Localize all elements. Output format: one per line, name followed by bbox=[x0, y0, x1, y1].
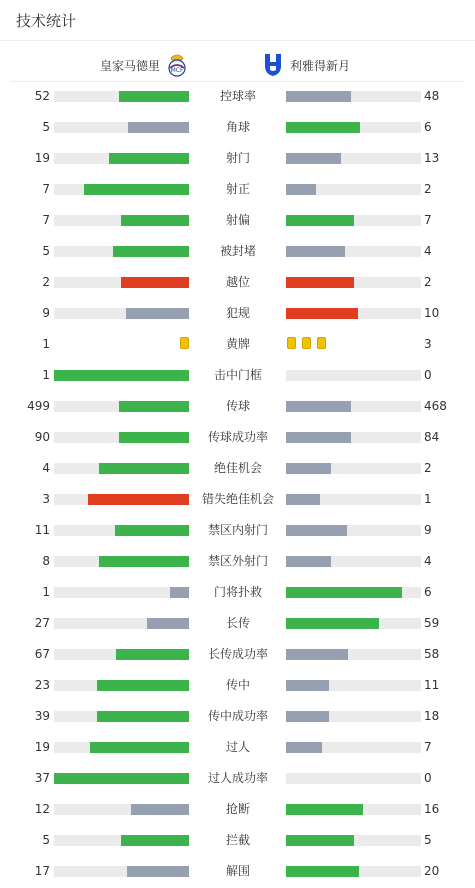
away-bar-fill bbox=[286, 308, 358, 319]
away-bar-track bbox=[286, 308, 421, 319]
stat-label: 击中门框 bbox=[213, 368, 262, 382]
stat-label: 传中成功率 bbox=[207, 709, 268, 723]
away-bar-fill bbox=[286, 91, 351, 102]
page-title: 技术统计 bbox=[16, 12, 77, 30]
away-bar-track bbox=[286, 835, 421, 846]
away-bar-track bbox=[286, 401, 421, 412]
home-value: 39 bbox=[34, 709, 50, 723]
away-bar-fill bbox=[286, 153, 341, 164]
stat-row bbox=[0, 143, 475, 174]
away-value: 1 bbox=[424, 492, 432, 506]
home-value: 9 bbox=[42, 306, 50, 320]
stat-row bbox=[0, 267, 475, 298]
away-bar-track bbox=[286, 277, 421, 288]
away-bar-track bbox=[286, 246, 421, 257]
away-bar-fill bbox=[286, 184, 316, 195]
away-value: 2 bbox=[424, 182, 432, 196]
yellow-card-icon bbox=[317, 337, 326, 349]
home-bar-track bbox=[54, 711, 189, 722]
away-value: 6 bbox=[424, 585, 432, 599]
stat-label: 拦截 bbox=[225, 833, 250, 847]
stat-row bbox=[0, 484, 475, 515]
away-bar-track bbox=[286, 494, 421, 505]
away-team-name: 利雅得新月 bbox=[290, 58, 351, 73]
away-value: 5 bbox=[424, 833, 432, 847]
stat-label: 传球 bbox=[225, 399, 250, 413]
home-value: 23 bbox=[34, 678, 50, 692]
away-bar-track bbox=[286, 525, 421, 536]
away-bar-fill bbox=[286, 742, 322, 753]
stat-row bbox=[0, 794, 475, 825]
home-bar-fill bbox=[116, 649, 189, 660]
stat-row bbox=[0, 546, 475, 577]
home-bar-fill bbox=[121, 835, 189, 846]
home-value: 8 bbox=[42, 554, 50, 568]
stat-row bbox=[0, 205, 475, 236]
home-value: 7 bbox=[42, 182, 50, 196]
away-value: 3 bbox=[424, 337, 432, 351]
home-bar-fill bbox=[121, 277, 189, 288]
away-value: 20 bbox=[424, 864, 440, 878]
away-value: 2 bbox=[424, 275, 432, 289]
stat-label: 被封堵 bbox=[219, 244, 256, 258]
home-bar-fill bbox=[121, 215, 189, 226]
away-bar-track bbox=[286, 866, 421, 877]
away-value: 48 bbox=[424, 89, 440, 103]
home-bar-track bbox=[54, 866, 189, 877]
away-value: 2 bbox=[424, 461, 432, 475]
stat-label: 长传 bbox=[225, 616, 250, 630]
home-value: 12 bbox=[34, 802, 50, 816]
home-bar-fill bbox=[119, 91, 189, 102]
home-value: 1 bbox=[42, 368, 50, 382]
home-bar-fill bbox=[90, 742, 189, 753]
away-value: 468 bbox=[424, 399, 447, 413]
home-bar-track bbox=[54, 804, 189, 815]
home-bar-track bbox=[54, 556, 189, 567]
stat-label: 门将扑救 bbox=[213, 585, 262, 599]
real-madrid-crest-icon bbox=[166, 52, 188, 78]
stat-row bbox=[0, 608, 475, 639]
away-bar-track bbox=[286, 184, 421, 195]
away-value: 0 bbox=[424, 368, 432, 382]
away-bar-fill bbox=[286, 246, 345, 257]
home-bar-track bbox=[54, 649, 189, 660]
home-value: 19 bbox=[34, 740, 50, 754]
away-bar-track bbox=[286, 432, 421, 443]
home-value: 4 bbox=[42, 461, 50, 475]
stat-row bbox=[0, 701, 475, 732]
stat-row bbox=[0, 112, 475, 143]
home-team bbox=[100, 52, 188, 78]
away-value: 7 bbox=[424, 740, 432, 754]
home-bar-track bbox=[54, 153, 189, 164]
svg-text:MCF: MCF bbox=[170, 67, 184, 74]
stat-row bbox=[0, 329, 475, 360]
away-bar-fill bbox=[286, 463, 331, 474]
home-value: 11 bbox=[34, 523, 50, 537]
away-bar-fill bbox=[286, 432, 351, 443]
stat-row bbox=[0, 81, 475, 112]
away-bar-fill bbox=[286, 587, 402, 598]
home-value: 1 bbox=[42, 585, 50, 599]
home-bar-fill bbox=[113, 246, 189, 257]
home-bar-track bbox=[54, 680, 189, 691]
home-bar-fill bbox=[131, 804, 189, 815]
stat-row bbox=[0, 453, 475, 484]
home-bar-fill bbox=[97, 680, 189, 691]
stat-label: 射正 bbox=[225, 182, 250, 196]
away-bar-fill bbox=[286, 804, 363, 815]
stat-row bbox=[0, 174, 475, 205]
home-team-name: 皇家马德里 bbox=[100, 58, 161, 73]
home-bar-track bbox=[54, 432, 189, 443]
stat-row bbox=[0, 856, 475, 887]
home-value: 1 bbox=[42, 337, 50, 351]
away-bar-fill bbox=[286, 680, 329, 691]
away-value: 16 bbox=[424, 802, 440, 816]
stat-row bbox=[0, 422, 475, 453]
stat-label: 越位 bbox=[225, 275, 250, 289]
stat-label: 射偏 bbox=[225, 213, 250, 227]
home-bar-track bbox=[54, 277, 189, 288]
stat-row bbox=[0, 236, 475, 267]
stat-label: 禁区内射门 bbox=[207, 523, 268, 537]
home-bar-track bbox=[54, 742, 189, 753]
home-value: 7 bbox=[42, 213, 50, 227]
stat-row bbox=[0, 763, 475, 794]
home-value: 5 bbox=[42, 120, 50, 134]
stat-row bbox=[0, 670, 475, 701]
away-value: 7 bbox=[424, 213, 432, 227]
home-bar-track bbox=[54, 370, 189, 381]
home-bar-track bbox=[54, 835, 189, 846]
stat-label: 传中 bbox=[225, 678, 250, 692]
stat-label: 犯规 bbox=[225, 306, 250, 320]
home-bar-track bbox=[54, 773, 189, 784]
home-value: 5 bbox=[42, 244, 50, 258]
away-value: 58 bbox=[424, 647, 440, 661]
home-value: 90 bbox=[34, 430, 50, 444]
away-bar-track bbox=[286, 215, 421, 226]
away-value: 11 bbox=[424, 678, 440, 692]
away-bar-fill bbox=[286, 401, 351, 412]
yellow-card-icon bbox=[302, 337, 311, 349]
home-bar-fill bbox=[126, 308, 189, 319]
home-value: 499 bbox=[27, 399, 50, 413]
home-bar-track bbox=[54, 308, 189, 319]
home-bar-fill bbox=[54, 370, 189, 381]
stat-row bbox=[0, 639, 475, 670]
home-bar-fill bbox=[170, 587, 189, 598]
stat-row bbox=[0, 515, 475, 546]
away-bar-track bbox=[286, 91, 421, 102]
away-bar-track bbox=[286, 742, 421, 753]
away-bar-track bbox=[286, 711, 421, 722]
away-bar-track bbox=[286, 556, 421, 567]
away-bar-track bbox=[286, 680, 421, 691]
home-value: 52 bbox=[34, 89, 50, 103]
home-bar-fill bbox=[147, 618, 189, 629]
away-bar-track bbox=[286, 153, 421, 164]
stat-label: 过人成功率 bbox=[207, 771, 268, 785]
home-bar-track bbox=[54, 91, 189, 102]
away-bar-fill bbox=[286, 556, 331, 567]
home-bar-track bbox=[54, 463, 189, 474]
home-value: 3 bbox=[42, 492, 50, 506]
stat-label: 长传成功率 bbox=[207, 647, 268, 661]
away-bar-track bbox=[286, 618, 421, 629]
away-bar-fill bbox=[286, 122, 360, 133]
stat-row bbox=[0, 732, 475, 763]
away-value: 13 bbox=[424, 151, 440, 165]
home-bar-track bbox=[54, 246, 189, 257]
stat-label: 黄牌 bbox=[225, 337, 250, 351]
home-bar-fill bbox=[128, 122, 189, 133]
away-bar-fill bbox=[286, 649, 348, 660]
away-value: 59 bbox=[424, 616, 440, 630]
away-value: 4 bbox=[424, 554, 432, 568]
stat-label: 过人 bbox=[225, 740, 250, 754]
away-bar-track bbox=[286, 804, 421, 815]
away-value: 84 bbox=[424, 430, 440, 444]
away-value: 4 bbox=[424, 244, 432, 258]
home-bar-fill bbox=[109, 153, 189, 164]
home-value: 27 bbox=[34, 616, 50, 630]
away-bar-track bbox=[286, 587, 421, 598]
stat-label: 角球 bbox=[225, 120, 250, 134]
away-bar-track bbox=[286, 122, 421, 133]
home-bar-fill bbox=[119, 432, 189, 443]
away-value: 0 bbox=[424, 771, 432, 785]
home-bar-fill bbox=[99, 556, 189, 567]
home-value: 2 bbox=[42, 275, 50, 289]
home-value: 67 bbox=[34, 647, 50, 661]
stat-label: 错失绝佳机会 bbox=[201, 492, 274, 506]
home-bar-track bbox=[54, 618, 189, 629]
away-bar-track bbox=[286, 370, 421, 381]
yellow-card-icon bbox=[180, 337, 189, 349]
away-value: 9 bbox=[424, 523, 432, 537]
stat-label: 传球成功率 bbox=[207, 430, 268, 444]
away-value: 6 bbox=[424, 120, 432, 134]
home-bar-track bbox=[54, 401, 189, 412]
away-bar-track bbox=[286, 649, 421, 660]
yellow-card-icon bbox=[287, 337, 296, 349]
home-value: 19 bbox=[34, 151, 50, 165]
home-bar-track bbox=[54, 587, 189, 598]
away-bar-track bbox=[286, 773, 421, 784]
home-bar-fill bbox=[99, 463, 189, 474]
stat-row bbox=[0, 298, 475, 329]
away-bar-fill bbox=[286, 711, 329, 722]
stat-label: 禁区外射门 bbox=[207, 554, 268, 568]
away-value: 10 bbox=[424, 306, 440, 320]
home-bar-fill bbox=[115, 525, 189, 536]
stat-label: 射门 bbox=[225, 151, 250, 165]
home-bar-track bbox=[54, 122, 189, 133]
home-bar-track bbox=[54, 215, 189, 226]
away-value: 18 bbox=[424, 709, 440, 723]
home-bar-track bbox=[54, 525, 189, 536]
stat-label: 绝佳机会 bbox=[213, 461, 262, 475]
home-bar-track bbox=[54, 184, 189, 195]
home-value: 37 bbox=[34, 771, 50, 785]
stat-label: 解围 bbox=[225, 864, 250, 878]
stat-row bbox=[0, 391, 475, 422]
divider bbox=[0, 40, 475, 41]
away-bar-fill bbox=[286, 866, 359, 877]
al-hilal-crest-icon bbox=[262, 52, 284, 78]
home-bar-fill bbox=[88, 494, 189, 505]
home-bar-fill bbox=[127, 866, 189, 877]
away-bar-fill bbox=[286, 494, 320, 505]
away-bar-fill bbox=[286, 835, 354, 846]
home-bar-fill bbox=[119, 401, 189, 412]
away-bar-fill bbox=[286, 618, 379, 629]
home-bar-fill bbox=[97, 711, 189, 722]
stat-label: 控球率 bbox=[219, 89, 256, 103]
home-bar-track bbox=[54, 494, 189, 505]
stat-label: 抢断 bbox=[225, 802, 250, 816]
home-value: 5 bbox=[42, 833, 50, 847]
home-bar-fill bbox=[54, 773, 189, 784]
home-value: 17 bbox=[34, 864, 50, 878]
away-team bbox=[290, 52, 350, 78]
away-bar-fill bbox=[286, 525, 347, 536]
stat-row bbox=[0, 577, 475, 608]
stat-row bbox=[0, 360, 475, 391]
away-bar-track bbox=[286, 463, 421, 474]
away-bar-fill bbox=[286, 277, 354, 288]
stat-row bbox=[0, 825, 475, 856]
away-bar-fill bbox=[286, 215, 354, 226]
home-bar-fill bbox=[84, 184, 189, 195]
